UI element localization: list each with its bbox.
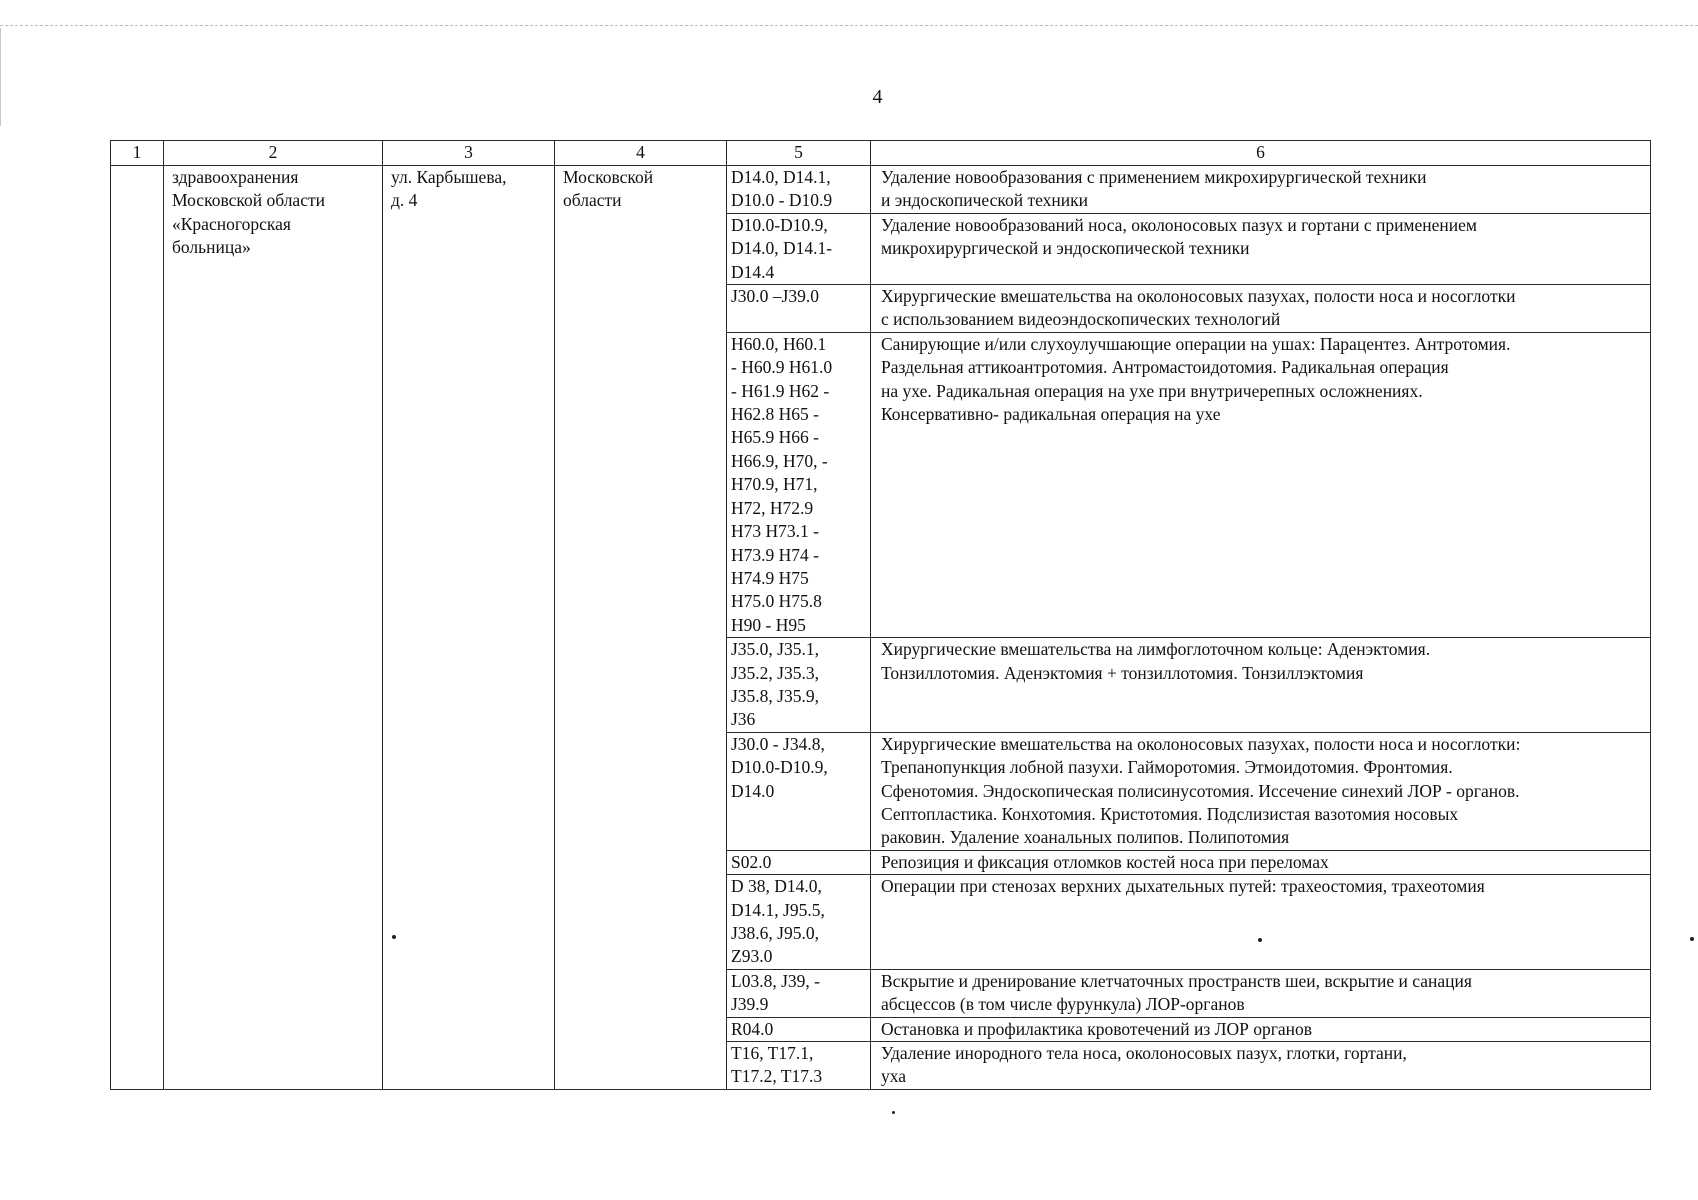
procedure-cell: Хирургические вмешательства на лимфоглоточном кольце: Аденэктомия. Тонзиллотомия. Аденэктомия + тонзиллотомия. Тонзиллэктомия [871,638,1651,733]
procedure-cell: Остановка и профилактика кровотечений из ЛОР органов [871,1017,1651,1041]
procedure-cell: Удаление новообразований носа, околоносовых пазух и гортани с применением микрохирургической и эндоскопической техники [871,213,1651,284]
icd-codes-cell: T16, T17.1, T17.2, T17.3 [727,1042,871,1090]
column-header-5: 5 [727,141,871,166]
column-header-2: 2 [164,141,383,166]
scan-speck [1258,938,1262,942]
procedure-cell: Удаление новообразования с применением микрохирургической техники и эндоскопической техники [871,166,1651,214]
region-cell: Московской области [555,166,727,1090]
address-cell: ул. Карбышева, д. 4 [383,166,555,1090]
icd-codes-cell: J35.0, J35.1, J35.2, J35.3, J35.8, J35.9, J36 [727,638,871,733]
icd-codes-cell: D 38, D14.0, D14.1, J95.5, J38.6, J95.0, Z93.0 [727,875,871,970]
icd-codes-cell: R04.0 [727,1017,871,1041]
page-number: 4 [872,86,883,108]
procedure-cell: Репозиция и фиксация отломков костей носа при переломах [871,850,1651,874]
institution-name-cell: здравоохранения Московской области «Красногорская больница» [164,166,383,1090]
icd-codes-cell: D10.0-D10.9, D14.0, D14.1- D14.4 [727,213,871,284]
column-header-4: 4 [555,141,727,166]
procedure-cell: Вскрытие и дренирование клетчаточных пространств шеи, вскрытие и санация абсцессов (в том числе фурункула) ЛОР-органов [871,969,1651,1017]
procedure-cell: Удаление инородного тела носа, околоносовых пазух, глотки, гортани, уха [871,1042,1651,1090]
scan-speck [892,1111,895,1114]
scan-speck [1690,937,1694,941]
scan-artifact-line [0,25,1698,26]
scan-artifact-edge [0,28,1,126]
procedures-table [110,140,1651,1090]
column-header-6: 6 [871,141,1651,166]
icd-codes-cell: H60.0, H60.1 - H60.9 H61.0 - H61.9 H62 - H62.8 H65 - H65.9 H66 - H66.9, H70, - H70.9, H71, H72, H72.9 H73 H73.1 - H73.9 H74 - H74.9 H75 H75.0 H75.8 H90 - H95 [727,332,871,637]
icd-codes-cell: D14.0, D14.1, D10.0 - D10.9 [727,166,871,214]
column-header-1: 1 [111,141,164,166]
icd-codes-cell: J30.0 –J39.0 [727,285,871,333]
procedure-cell: Хирургические вмешательства на околоносовых пазухах, полости носа и носоглотки с использованием видеоэндоскопических технологий [871,285,1651,333]
entry-number-cell [111,166,164,1090]
scan-speck [392,935,396,939]
procedure-cell: Санирующие и/или слухоулучшающие операции на ушах: Парацентез. Антротомия. Раздельная аттикоантротомия. Антромастоидотомия. Радикальная операция на ухе. Радикальная операция на ухе при внутричерепных осложнениях. Консервативно- радикальная операция на ухе [871,332,1651,637]
icd-codes-cell: S02.0 [727,850,871,874]
icd-codes-cell: L03.8, J39, - J39.9 [727,969,871,1017]
table-row [111,166,1651,214]
icd-codes-cell: J30.0 - J34.8, D10.0-D10.9, D14.0 [727,732,871,850]
table-header-row [111,141,1651,166]
procedure-cell: Хирургические вмешательства на околоносовых пазухах, полости носа и носоглотки: Трепанопункция лобной пазухи. Гайморотомия. Этмоидотомия. Фронтомия. Сфенотомия. Эндоскопическая полисинусотомия. Иссечение синехий ЛОР - органов. Септопластика. Конхотомия. Кристотомия. Подслизистая вазотомия носовых раковин. Удаление хоанальных полипов. Полипотомия [871,732,1651,850]
column-header-3: 3 [383,141,555,166]
procedure-cell: Операции при стенозах верхних дыхательных путей: трахеостомия, трахеотомия [871,875,1651,970]
